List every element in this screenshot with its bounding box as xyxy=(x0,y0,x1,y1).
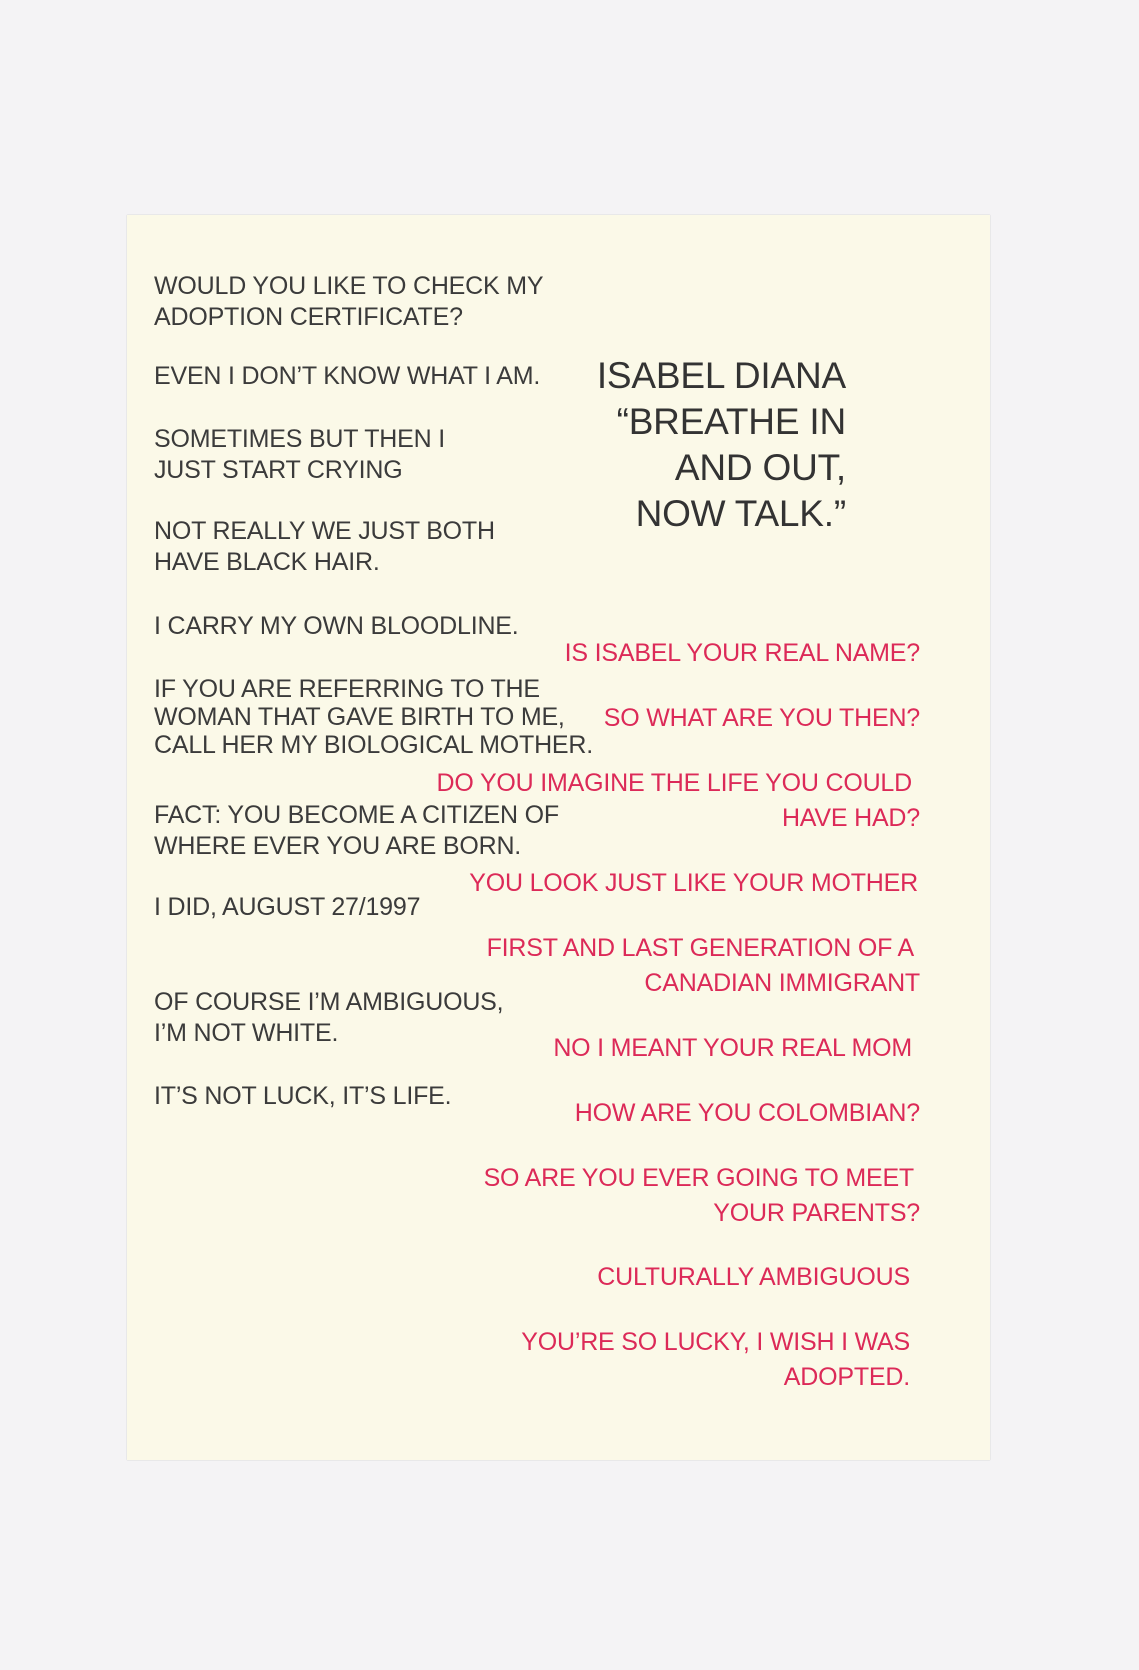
answer-block xyxy=(154,361,540,392)
answer-block xyxy=(154,1081,451,1112)
question-block xyxy=(521,1325,920,1395)
answer-block xyxy=(154,987,503,1049)
question-line: HAVE HAD? xyxy=(781,804,920,832)
answer-block xyxy=(154,424,445,486)
answer-line: I CARRY MY OWN BLOODLINE. xyxy=(154,612,519,640)
printed-card xyxy=(127,215,990,1460)
question-line: YOU LOOK JUST LIKE YOUR MOTHER xyxy=(469,869,918,897)
question-line: SO WHAT ARE YOU THEN? xyxy=(603,704,920,732)
answer-line: I DID, AUGUST 27/1997 xyxy=(154,893,421,921)
answer-line: IT’S NOT LUCK, IT’S LIFE. xyxy=(154,1082,452,1110)
question-line: CANADIAN IMMIGRANT xyxy=(644,969,920,997)
title-line: ISABEL DIANA xyxy=(596,355,846,396)
question-block xyxy=(487,931,920,1001)
question-line: CULTURALLY AMBIGUOUS xyxy=(597,1263,910,1291)
answer-line: ADOPTION CERTIFICATE? xyxy=(154,303,463,331)
answer-line: I’M NOT WHITE. xyxy=(154,1019,339,1047)
question-block xyxy=(604,701,920,736)
answer-line: HAVE BLACK HAIR. xyxy=(154,548,380,576)
answer-line: IF YOU ARE REFERRING TO THE xyxy=(154,675,540,703)
answer-line: WHERE EVER YOU ARE BORN. xyxy=(154,832,522,860)
answer-block xyxy=(154,516,495,578)
answer-line: EVEN I DON’T KNOW WHAT I AM. xyxy=(154,362,541,390)
answer-line: WOMAN THAT GAVE BIRTH TO ME, xyxy=(154,703,565,731)
answer-block xyxy=(154,611,519,642)
answer-line: OF COURSE I’M AMBIGUOUS, xyxy=(154,988,504,1016)
question-line: IS ISABEL YOUR REAL NAME? xyxy=(564,639,920,667)
answer-line: JUST START CRYING xyxy=(154,456,403,484)
answer-line: CALL HER MY BIOLOGICAL MOTHER. xyxy=(154,731,594,759)
answer-line: NOT REALLY WE JUST BOTH xyxy=(154,517,495,545)
question-line: DO YOU IMAGINE THE LIFE YOU COULD xyxy=(436,769,912,797)
question-line: NO I MEANT YOUR REAL MOM xyxy=(553,1034,912,1062)
question-line: HOW ARE YOU COLOMBIAN? xyxy=(574,1099,920,1127)
question-block xyxy=(437,766,920,836)
question-line: YOU’RE SO LUCKY, I WISH I WAS xyxy=(521,1328,910,1356)
answer-line: FACT: YOU BECOME A CITIZEN OF xyxy=(154,801,559,829)
answer-block xyxy=(154,892,420,923)
question-block xyxy=(484,1161,920,1231)
question-line: SO ARE YOU EVER GOING TO MEET xyxy=(483,1164,914,1192)
card-title xyxy=(597,353,846,537)
question-block xyxy=(565,636,920,671)
question-block xyxy=(553,1031,920,1066)
question-line: YOUR PARENTS? xyxy=(713,1199,920,1227)
question-block xyxy=(597,1260,920,1295)
question-line: ADOPTED. xyxy=(783,1363,910,1391)
title-line: AND OUT, xyxy=(674,447,846,488)
title-line: NOW TALK.” xyxy=(635,493,846,534)
question-block xyxy=(575,1096,920,1131)
answer-line: SOMETIMES BUT THEN I xyxy=(154,425,445,453)
title-line: “BREATHE IN xyxy=(616,401,846,442)
answer-block xyxy=(154,271,543,333)
answer-block xyxy=(154,675,593,759)
question-line: FIRST AND LAST GENERATION OF A xyxy=(486,934,914,962)
answer-line: WOULD YOU LIKE TO CHECK MY xyxy=(154,272,544,300)
question-block xyxy=(469,866,920,901)
